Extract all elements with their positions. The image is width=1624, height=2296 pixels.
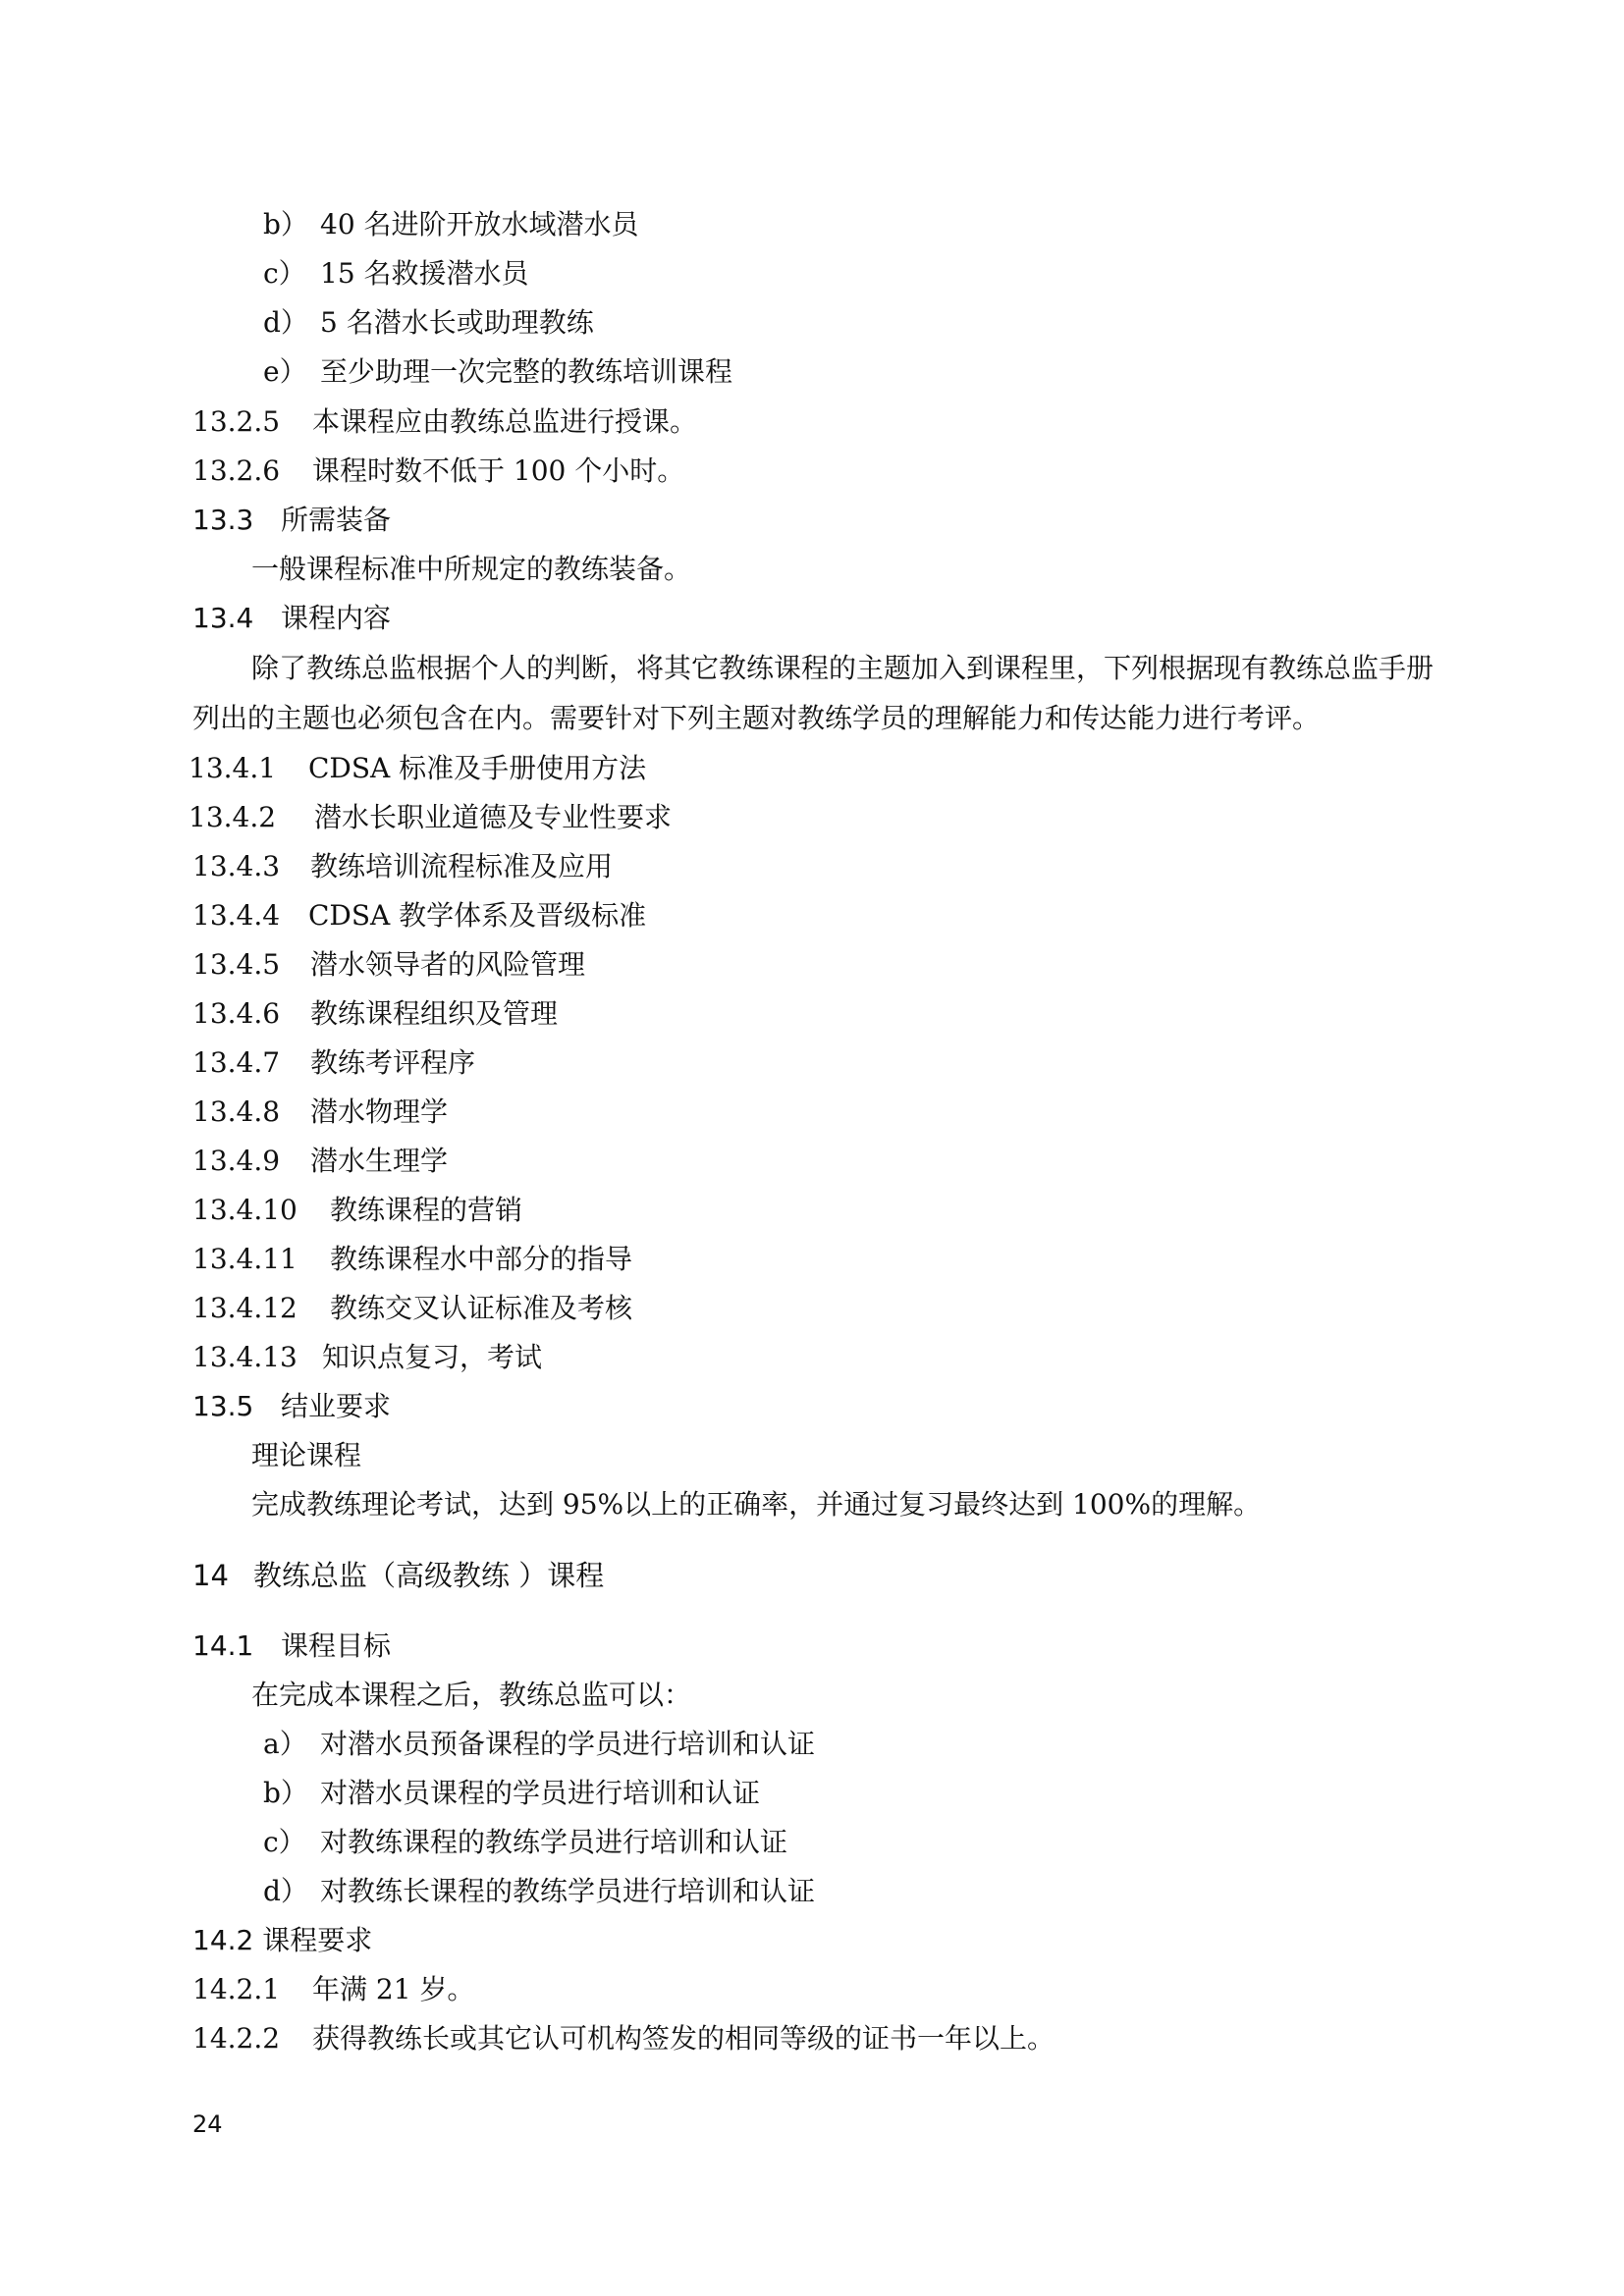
list-text: 对潜水员预备课程的学员进行培训和认证: [320, 1728, 816, 1760]
section-heading-13-5: [192, 1389, 391, 1424]
topic-item: [192, 1144, 448, 1179]
chapter-heading-14: [192, 1558, 604, 1593]
topic-number: 13.4.10: [192, 1194, 298, 1226]
list-label: b）: [263, 208, 308, 240]
section-heading-14-2: 14.2 课程要求: [192, 1924, 373, 1956]
topic-text: CDSA 标准及手册使用方法: [308, 752, 647, 784]
clause-number: 13.2.5: [192, 405, 281, 438]
paragraph-line: 除了教练总监根据个人的判断，将其它教练课程的主题加入到课程里，下列根据现有教练总监手册: [251, 652, 1435, 684]
list-item: [263, 1776, 760, 1811]
topic-number: 13.4.11: [192, 1243, 298, 1275]
paragraph: 完成教练理论考试，达到 95%以上的正确率，并通过复习最终达到 100%的理解。: [251, 1488, 1262, 1521]
topic-text: 潜水物理学: [310, 1095, 449, 1128]
clause-text: 课程时数不低于 100 个小时。: [312, 454, 685, 487]
topic-number: 13.4.5: [192, 948, 281, 981]
topic-text: 教练培训流程标准及应用: [310, 850, 614, 882]
topic-number: 13.4.3: [192, 850, 281, 882]
section-heading-14-1: [192, 1629, 391, 1664]
topic-text: 教练课程组织及管理: [310, 997, 559, 1030]
list-text: 15 名救援潜水员: [320, 257, 529, 290]
section-number: 13.5: [192, 1390, 254, 1422]
list-item: [263, 1825, 787, 1860]
topic-item: [192, 1242, 632, 1277]
list-text: 40 名进阶开放水域潜水员: [320, 208, 639, 240]
section-number: 14.1: [192, 1629, 254, 1662]
subheading: 理论课程: [251, 1439, 362, 1471]
list-text: 5 名潜水长或助理教练: [320, 306, 594, 339]
list-text: 对教练长课程的教练学员进行培训和认证: [320, 1875, 816, 1907]
list-item: [263, 1874, 815, 1909]
list-item: [263, 1727, 815, 1762]
topic-text: 教练交叉认证标准及考核: [330, 1292, 633, 1324]
topic-item: [192, 947, 585, 983]
clause-13-2-5: [192, 404, 697, 440]
list-label: a）: [263, 1728, 307, 1760]
paragraph: 在完成本课程之后，教练总监可以：: [251, 1679, 692, 1711]
clause-text: 获得教练长或其它认可机构签发的相同等级的证书一年以上。: [312, 2022, 1056, 2055]
topic-item: [189, 751, 646, 786]
list-text: 对潜水员课程的学员进行培训和认证: [320, 1777, 761, 1809]
list-label: d）: [263, 306, 308, 339]
section-title: 课程内容: [281, 602, 392, 634]
topic-text: 潜水领导者的风险管理: [310, 948, 586, 981]
clause-text: 年满 21 岁。: [312, 1973, 475, 2005]
topic-number: 13.4.4: [192, 899, 281, 932]
topic-item: [192, 1340, 542, 1375]
topic-text: 潜水生理学: [310, 1145, 449, 1177]
chapter-title: 教练总监（高级教练 ）课程: [253, 1559, 605, 1592]
clause-14-2-2: [192, 2021, 1055, 2056]
list-text: 对教练课程的教练学员进行培训和认证: [320, 1826, 788, 1858]
paragraph: 一般课程标准中所规定的教练装备。: [251, 553, 692, 585]
topic-text: 教练课程的营销: [330, 1194, 523, 1226]
paragraph-line: 列出的主题也必须包含在内。需要针对下列主题对教练学员的理解能力和传达能力进行考评。: [192, 702, 1321, 734]
list-text: 至少助理一次完整的教练培训课程: [320, 355, 733, 388]
topic-number: 13.4.12: [192, 1292, 298, 1324]
section-heading-13-3: [192, 503, 391, 538]
list-label: c）: [263, 1826, 306, 1858]
clause-14-2-1: [192, 1972, 474, 2007]
section-title: 结业要求: [281, 1390, 392, 1422]
topic-number: 13.4.9: [192, 1145, 281, 1177]
list-item: [263, 207, 639, 242]
chapter-number: 14: [192, 1559, 229, 1592]
section-title: 所需装备: [281, 504, 392, 536]
list-item: [263, 305, 594, 341]
list-label: e）: [263, 355, 307, 388]
section-heading-13-4: [192, 601, 391, 636]
list-label: b）: [263, 1777, 308, 1809]
section-title: 课程目标: [281, 1629, 392, 1662]
topic-item: [189, 800, 672, 835]
section-number: 13.4: [192, 602, 254, 634]
section-number: 13.3: [192, 504, 254, 536]
topic-item: [192, 1291, 632, 1326]
clause-number: 13.2.6: [192, 454, 281, 487]
topic-text: 教练课程水中部分的指导: [330, 1243, 633, 1275]
list-label: d）: [263, 1875, 308, 1907]
topic-item: [192, 996, 558, 1032]
topic-item: [192, 898, 646, 934]
clause-number: 14.2.2: [192, 2022, 281, 2055]
topic-item: [192, 1045, 475, 1081]
topic-number: 13.4.1: [189, 752, 277, 784]
topic-item: [192, 1193, 522, 1228]
topic-number: 13.4.13: [192, 1341, 298, 1373]
topic-item: [192, 1095, 448, 1130]
clause-number: 14.2.1: [192, 1973, 281, 2005]
clause-13-2-6: [192, 454, 684, 489]
list-label: c）: [263, 257, 306, 290]
topic-text: 教练考评程序: [310, 1046, 476, 1079]
page-number: 24: [192, 2110, 223, 2138]
topic-number: 13.4.7: [192, 1046, 281, 1079]
topic-number: 13.4.6: [192, 997, 281, 1030]
list-item: [263, 354, 732, 390]
list-item: [263, 256, 529, 292]
topic-number: 13.4.2: [189, 801, 277, 833]
topic-item: [192, 849, 613, 884]
topic-number: 13.4.8: [192, 1095, 281, 1128]
topic-text: 潜水长职业道德及专业性要求: [314, 801, 673, 833]
topic-text: CDSA 教学体系及晋级标准: [308, 899, 647, 932]
topic-text: 知识点复习，考试: [322, 1341, 543, 1373]
clause-text: 本课程应由教练总监进行授课。: [312, 405, 698, 438]
